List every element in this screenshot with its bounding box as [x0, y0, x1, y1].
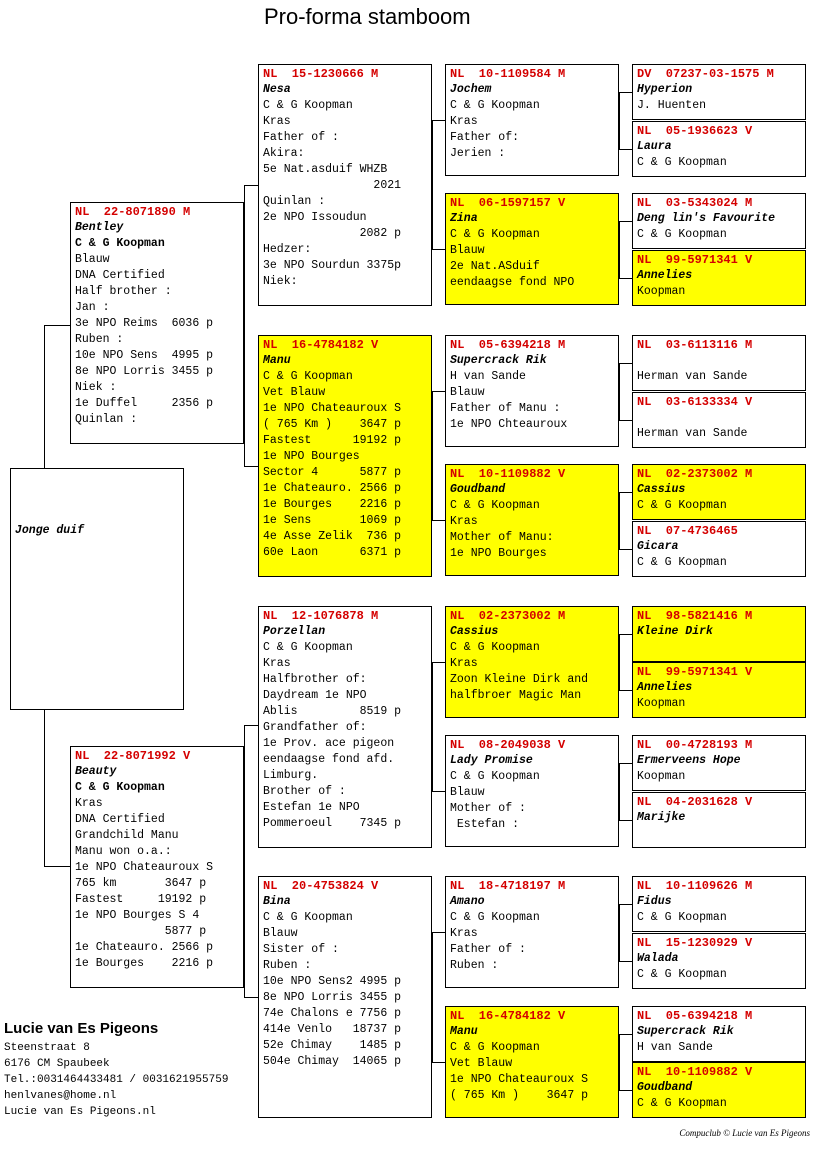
info-line: 1e NPO Chateauroux S — [263, 402, 402, 415]
pigeon-name: Lady Promise — [450, 754, 533, 767]
info-line: Kras — [450, 657, 478, 670]
connector-line — [432, 662, 433, 791]
great-grandparent-box — [445, 735, 619, 847]
info-line: 8e NPO Lorris 3455 p — [75, 365, 214, 378]
ring-number: NL 10-1109626 M — [637, 879, 753, 893]
sire-box — [70, 202, 244, 444]
ring-number: NL 99-5971341 V — [637, 253, 753, 267]
info-line: 1e NPO Bourges — [263, 450, 360, 463]
pigeon-name: Manu — [263, 354, 291, 367]
pigeon-name — [637, 353, 801, 369]
connector-line — [619, 92, 632, 93]
connector-line — [619, 1034, 620, 1090]
info-line: C & G Koopman — [450, 641, 540, 654]
connector-line — [44, 866, 70, 867]
pigeon-name: Jochem — [450, 83, 492, 96]
info-line: 1e Duffel 2356 p — [75, 397, 214, 410]
info-line: 74e Chalons e 7756 p — [263, 1007, 402, 1020]
info-line: 8e NPO Lorris 3455 p — [263, 991, 402, 1004]
info-line: Ruben : — [263, 959, 312, 972]
ggg-parent-box — [632, 876, 806, 932]
pigeon-name: Amano — [450, 895, 485, 908]
ring-number: NL 03-5343024 M — [637, 196, 753, 210]
connector-line — [619, 363, 620, 420]
pigeon-name: Supercrack Rik — [450, 354, 547, 367]
pigeon-name: Gicara — [637, 540, 679, 553]
info-line: 3e NPO Sourdun 3375p — [263, 259, 402, 272]
info-line: eendaagse fond afd. — [263, 753, 395, 766]
info-line: Mother of Manu: — [450, 531, 554, 544]
pigeon-name: Kleine Dirk — [637, 625, 713, 638]
info-line: Kras — [75, 797, 103, 810]
grandparent-box — [258, 876, 432, 1118]
ggg-parent-box — [632, 792, 806, 848]
great-grandparent-box — [445, 335, 619, 447]
info-line: Pommeroeul 7345 p — [263, 817, 402, 830]
pigeon-name: Annelies — [637, 269, 693, 282]
ggg-parent-box — [632, 1062, 806, 1118]
subject-box — [10, 468, 184, 710]
pigeon-name: Ermerveens Hope — [637, 754, 741, 767]
connector-line — [619, 820, 632, 821]
pigeon-name: Deng lin's Favourite — [637, 212, 776, 225]
ggg-parent-box — [632, 662, 806, 718]
info-line: Mother of : — [450, 802, 526, 815]
great-grandparent-box — [445, 464, 619, 576]
owner-phone: Tel.:0031464433481 / 0031621955759 — [4, 1074, 229, 1086]
ring-number: NL 08-2049038 V — [450, 738, 566, 752]
ring-number: NL 99-5971341 V — [637, 665, 753, 679]
pigeon-name: Porzellan — [263, 625, 326, 638]
info-line: C & G Koopman — [450, 228, 540, 241]
info-line: 5e Nat.asduif WHZB — [263, 163, 388, 176]
connector-line — [432, 932, 433, 1062]
ring-number: NL 10-1109882 V — [450, 467, 566, 481]
info-line: C & G Koopman — [450, 770, 540, 783]
ring-number: NL 15-1230929 V — [637, 936, 753, 950]
info-line: 3e NPO Reims 6036 p — [75, 317, 214, 330]
pigeon-name: Annelies — [637, 681, 693, 694]
pigeon-name: Marijke — [637, 811, 686, 824]
subject-name: Jonge duif — [15, 524, 85, 537]
connector-line — [619, 690, 632, 691]
ggg-parent-box — [632, 521, 806, 577]
info-line: Quinlan : — [263, 195, 326, 208]
info-line: 504e Chimay 14065 p — [263, 1055, 402, 1068]
ring-number: NL 05-1936623 V — [637, 124, 753, 138]
info-line: Koopman — [637, 770, 686, 783]
info-line: C & G Koopman — [637, 156, 727, 169]
connector-line — [432, 391, 445, 392]
connector-line — [619, 904, 620, 961]
info-line: 4e Asse Zelik 736 p — [263, 530, 402, 543]
info-line: halfbroer Magic Man — [450, 689, 582, 702]
ring-number: DV 07237-03-1575 M — [637, 67, 774, 81]
pigeon-name: Bentley — [75, 221, 124, 234]
ggg-parent-box — [632, 464, 806, 520]
grandparent-box — [258, 606, 432, 848]
owner-street: Steenstraat 8 — [4, 1042, 90, 1054]
great-grandparent-box — [445, 193, 619, 305]
info-line: Father of : — [263, 131, 339, 144]
pigeon-name: Goudband — [637, 1081, 693, 1094]
info-line: 1e NPO Bourges S 4 — [75, 909, 200, 922]
info-line: Grandfather of: — [263, 721, 367, 734]
info-line: ( 765 Km ) 3647 p — [263, 418, 402, 431]
connector-line — [432, 120, 445, 121]
info-line: Father of Manu : — [450, 402, 561, 415]
info-line: 414e Venlo 18737 p — [263, 1023, 402, 1036]
ring-number: NL 15-1230666 M — [263, 67, 379, 81]
ggg-parent-box — [632, 606, 806, 662]
pigeon-name: Goudband — [450, 483, 506, 496]
info-line: C & G Koopman — [450, 499, 540, 512]
great-grandparent-box — [445, 64, 619, 176]
info-line: C & G Koopman — [450, 911, 540, 924]
info-line: C & G Koopman — [637, 228, 727, 241]
ring-number: NL 22-8071992 V — [75, 749, 191, 763]
info-line: Limburg. — [263, 769, 319, 782]
connector-line — [619, 549, 632, 550]
ring-number: NL 16-4784182 V — [450, 1009, 566, 1023]
ring-number: NL 07-4736465 — [637, 524, 738, 538]
connector-line — [432, 249, 445, 250]
owner-email: henlvanes@home.nl — [4, 1090, 117, 1102]
ring-number: NL 18-4718197 M — [450, 879, 566, 893]
info-line: H van Sande — [450, 370, 526, 383]
info-line: C & G Koopman — [263, 911, 353, 924]
info-line: Grandchild Manu — [75, 829, 179, 842]
info-line: 60e Laon 6371 p — [263, 546, 402, 559]
connector-line — [44, 325, 70, 326]
ggg-parent-box — [632, 933, 806, 989]
pigeon-name: Supercrack Rik — [637, 1025, 734, 1038]
info-line: Fastest 19192 p — [263, 434, 402, 447]
connector-line — [619, 1090, 632, 1091]
ggg-parent-box — [632, 335, 806, 391]
info-line: 1e NPO Chateauroux S — [75, 861, 214, 874]
connector-line — [619, 278, 632, 279]
info-line: C & G Koopman — [75, 781, 165, 794]
connector-line — [619, 763, 632, 764]
info-line: Blauw — [263, 927, 298, 940]
info-line: C & G Koopman — [637, 499, 727, 512]
connector-line — [432, 520, 445, 521]
info-line: 1e NPO Chteauroux — [450, 418, 568, 431]
footer-credit: Compuclub © Lucie van Es Pigeons — [679, 1128, 810, 1138]
info-line: Estefan 1e NPO — [263, 801, 360, 814]
connector-line — [244, 725, 258, 726]
ring-number: NL 05-6394218 M — [450, 338, 566, 352]
connector-line — [619, 149, 632, 150]
connector-line — [619, 634, 632, 635]
connector-line — [619, 904, 632, 905]
connector-line — [244, 466, 258, 467]
info-line: Blauw — [75, 253, 110, 266]
connector-line — [619, 221, 620, 278]
connector-line — [244, 185, 258, 186]
info-line: Ruben : — [75, 333, 124, 346]
great-grandparent-box — [445, 876, 619, 988]
ring-number: NL 00-4728193 M — [637, 738, 753, 752]
info-line: Zoon Kleine Dirk and — [450, 673, 589, 686]
connector-line — [619, 763, 620, 820]
connector-line — [432, 120, 433, 249]
info-line: Halfbrother of: — [263, 673, 367, 686]
grandparent-box — [258, 335, 432, 577]
info-line: H van Sande — [637, 1041, 713, 1054]
info-line: 2e Nat.ASduif — [450, 260, 540, 273]
info-line: C & G Koopman — [450, 1041, 540, 1054]
ring-number: NL 98-5821416 M — [637, 609, 753, 623]
ring-number: NL 03-6113116 M — [637, 338, 753, 352]
great-grandparent-box — [445, 1006, 619, 1118]
info-line: Jerien : — [450, 147, 506, 160]
info-line: J. Huenten — [637, 99, 707, 112]
connector-line — [619, 1034, 632, 1035]
info-line: Kras — [450, 927, 478, 940]
info-line: C & G Koopman — [637, 1097, 727, 1110]
owner-name: Lucie van Es Pigeons — [4, 1020, 159, 1037]
info-line: C & G Koopman — [263, 641, 353, 654]
connector-line — [432, 791, 445, 792]
info-line: Kras — [450, 515, 478, 528]
info-line: Blauw — [450, 786, 485, 799]
info-line: Father of: — [450, 131, 520, 144]
info-line: Quinlan : — [75, 413, 138, 426]
ggg-parent-box — [632, 1006, 806, 1062]
pigeon-name: Bina — [263, 895, 291, 908]
info-line: Sector 4 5877 p — [263, 466, 402, 479]
info-line: 1e NPO Chateauroux S — [450, 1073, 589, 1086]
info-line: Brother of : — [263, 785, 346, 798]
info-line: ( 765 Km ) 3647 p — [450, 1089, 589, 1102]
info-line: Kras — [263, 115, 291, 128]
info-line: Estefan : — [450, 818, 520, 831]
info-line: 1e NPO Bourges — [450, 547, 547, 560]
ring-number: NL 06-1597157 V — [450, 196, 566, 210]
info-line: Ruben : — [450, 959, 499, 972]
connector-line — [44, 710, 45, 866]
info-line: 1e Bourges 2216 p — [263, 498, 402, 511]
ggg-parent-box — [632, 735, 806, 791]
info-line: Herman van Sande — [637, 370, 748, 383]
info-line: Niek: — [263, 275, 298, 288]
pigeon-name: Zina — [450, 212, 478, 225]
dam-box — [70, 746, 244, 988]
connector-line — [619, 363, 632, 364]
pigeon-name: Beauty — [75, 765, 117, 778]
info-line: Kras — [450, 115, 478, 128]
ggg-parent-box — [632, 250, 806, 306]
page-title: Pro-forma stamboom — [264, 4, 471, 29]
info-line: Father of : — [450, 943, 526, 956]
info-line: Vet Blauw — [450, 1057, 513, 1070]
connector-line — [244, 185, 245, 466]
ring-number: NL 12-1076878 M — [263, 609, 379, 623]
ring-number: NL 03-6133334 V — [637, 395, 753, 409]
info-line: Daydream 1e NPO — [263, 689, 367, 702]
info-line: DNA Certified — [75, 813, 165, 826]
ring-number: NL 05-6394218 M — [637, 1009, 753, 1023]
info-line: C & G Koopman — [75, 237, 165, 250]
info-line: 2082 p — [263, 227, 402, 240]
pigeon-name: Walada — [637, 952, 679, 965]
connector-line — [432, 391, 433, 520]
connector-line — [619, 420, 632, 421]
info-line: Herman van Sande — [637, 427, 748, 440]
info-line: Blauw — [450, 244, 485, 257]
ring-number: NL 04-2031628 V — [637, 795, 753, 809]
info-line: Fastest 19192 p — [75, 893, 207, 906]
info-line: Ablis 8519 p — [263, 705, 402, 718]
info-line: Half brother : — [75, 285, 172, 298]
grandparent-box — [258, 64, 432, 306]
info-line: Akira: — [263, 147, 305, 160]
pigeon-name: Nesa — [263, 83, 291, 96]
info-line: C & G Koopman — [263, 370, 353, 383]
info-line: 1e Chateauro. 2566 p — [263, 482, 402, 495]
pigeon-name: Hyperion — [637, 83, 693, 96]
connector-line — [619, 492, 632, 493]
ggg-parent-box — [632, 392, 806, 448]
connector-line — [244, 725, 245, 997]
info-line: 765 km 3647 p — [75, 877, 207, 890]
info-line: Sister of : — [263, 943, 339, 956]
info-line: Blauw — [450, 386, 485, 399]
ggg-parent-box — [632, 64, 806, 120]
info-line: 1e Bourges 2216 p — [75, 957, 214, 970]
info-line: Koopman — [637, 697, 686, 710]
ring-number: NL 22-8071890 M — [75, 205, 191, 219]
info-line: C & G Koopman — [637, 556, 727, 569]
connector-line — [44, 325, 45, 468]
info-line: 52e Chimay 1485 p — [263, 1039, 402, 1052]
pigeon-name: Fidus — [637, 895, 672, 908]
info-line: Jan : — [75, 301, 110, 314]
pigeon-name: Cassius — [637, 483, 686, 496]
ring-number: NL 02-2373002 M — [450, 609, 566, 623]
info-line: 2021 — [263, 179, 402, 192]
connector-line — [432, 662, 445, 663]
info-line: 2e NPO Issoudun — [263, 211, 367, 224]
ring-number: NL 20-4753824 V — [263, 879, 379, 893]
info-line: 1e Sens 1069 p — [263, 514, 402, 527]
connector-line — [619, 492, 620, 549]
great-grandparent-box — [445, 606, 619, 718]
info-line: Niek : — [75, 381, 117, 394]
pigeon-name: Manu — [450, 1025, 478, 1038]
connector-line — [619, 92, 620, 149]
info-line: C & G Koopman — [637, 968, 727, 981]
info-line: 1e Chateauro. 2566 p — [75, 941, 214, 954]
ggg-parent-box — [632, 193, 806, 249]
info-line: C & G Koopman — [263, 99, 353, 112]
connector-line — [619, 961, 632, 962]
pigeon-name: Cassius — [450, 625, 499, 638]
info-line: C & G Koopman — [450, 99, 540, 112]
info-line: DNA Certified — [75, 269, 165, 282]
info-line: Koopman — [637, 285, 686, 298]
connector-line — [432, 932, 445, 933]
connector-line — [619, 634, 620, 690]
owner-city: 6176 CM Spaubeek — [4, 1058, 110, 1070]
connector-line — [432, 1062, 445, 1063]
info-line: 10e NPO Sens 4995 p — [75, 349, 214, 362]
info-line: 5877 p — [75, 925, 207, 938]
info-line: Manu won o.a.: — [75, 845, 172, 858]
info-line: C & G Koopman — [637, 911, 727, 924]
ring-number: NL 16-4784182 V — [263, 338, 379, 352]
ggg-parent-box — [632, 121, 806, 177]
info-line: Vet Blauw — [263, 386, 326, 399]
info-line: Hedzer: — [263, 243, 312, 256]
connector-line — [619, 221, 632, 222]
ring-number: NL 02-2373002 M — [637, 467, 753, 481]
pigeon-name — [637, 410, 801, 426]
info-line: 1e Prov. ace pigeon — [263, 737, 395, 750]
owner-info — [4, 1018, 228, 1120]
info-line: Kras — [263, 657, 291, 670]
ring-number: NL 10-1109584 M — [450, 67, 566, 81]
connector-line — [244, 997, 258, 998]
info-line: 10e NPO Sens2 4995 p — [263, 975, 402, 988]
pigeon-name: Laura — [637, 140, 672, 153]
info-line: eendaagse fond NPO — [450, 276, 575, 289]
ring-number: NL 10-1109882 V — [637, 1065, 753, 1079]
owner-web: Lucie van Es Pigeons.nl — [4, 1106, 156, 1118]
